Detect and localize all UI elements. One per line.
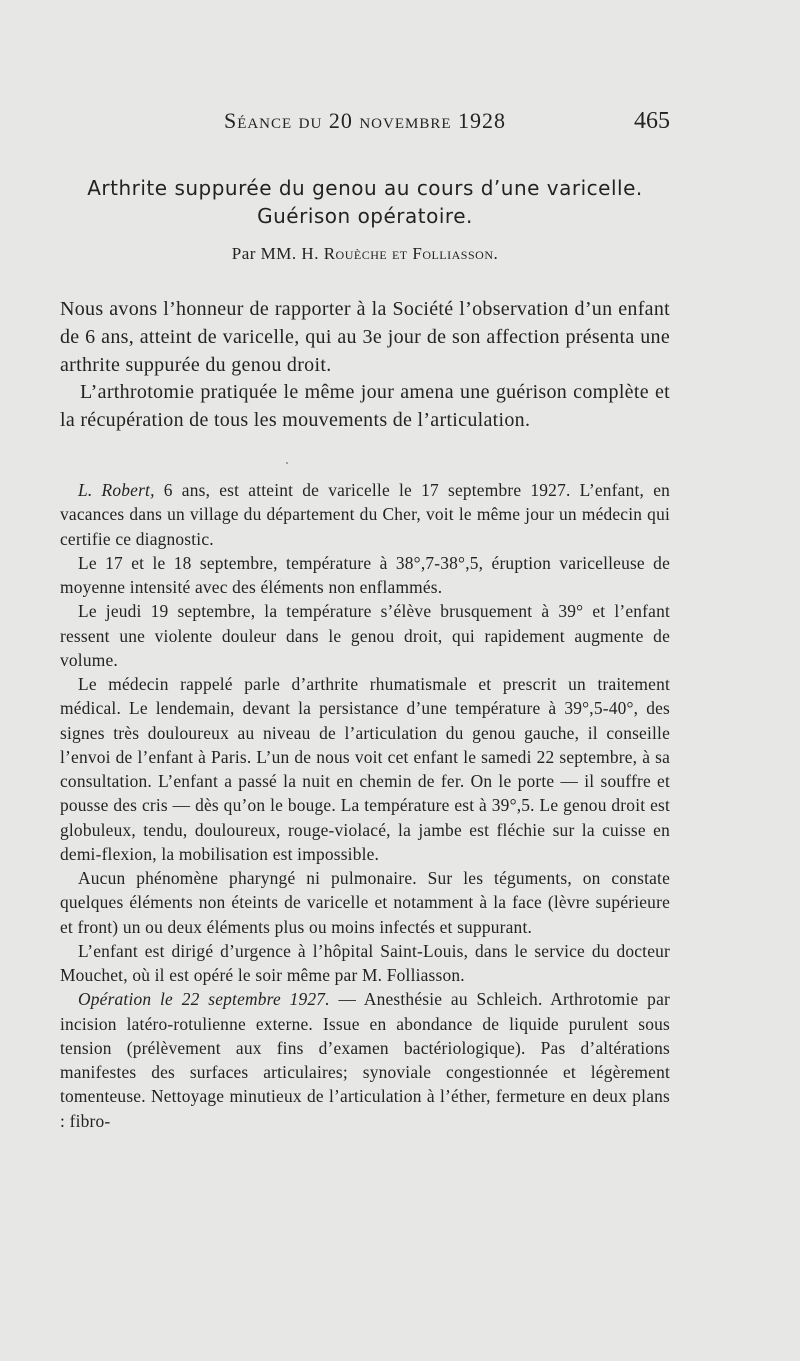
- article-title-line-2: Guérison opératoire.: [257, 204, 473, 228]
- abstract: [60, 296, 670, 435]
- body-paragraph: L’enfant est dirigé d’urgence à l’hôpital Saint-Louis, dans le service du docteur Mouchet, où il est opéré le soir même par M. Folliasson.: [60, 940, 670, 985]
- article-title-line-1: Arthrite suppurée du genou au cours d’une varicelle.: [87, 176, 643, 200]
- authors-names: H. Rouèche et Folliasson.: [301, 244, 499, 263]
- article-authors: [60, 244, 670, 264]
- body-paragraph: Aucun phénomène pharyngé ni pulmonaire. Sur les téguments, on constate quelques éléments non éteints de varicelle et notamment à la face (lèvre supérieure et front) un ou deux éléments plus ou moins infectés et suppurant.: [60, 868, 670, 937]
- operation-heading: Opération le 22 septembre 1927.: [78, 989, 330, 1010]
- body-paragraph: [60, 478, 670, 551]
- abstract-paragraph: L’arthrotomie pratiquée le même jour amena une guérison complète et la récupération de tous les mouvements de l’articulation.: [60, 381, 670, 432]
- print-speck: [286, 462, 288, 464]
- body-paragraph: Le jeudi 19 septembre, la température s’élève brusquement à 39° et l’enfant ressent une violente douleur dans le genou droit, qui rapidement augmente de volume.: [60, 601, 670, 670]
- running-head: Séance du 20 novembre 1928: [223, 108, 507, 133]
- paragraph-text: 6 ans, est atteint de varicelle le 17 septembre 1927. L’enfant, en vacances dans un village du département du Cher, voit le même jour un médecin qui certifie ce diagnostic.: [60, 480, 671, 549]
- body-paragraph: Le 17 et le 18 septembre, température à 38°,7-38°,5, éruption varicelleuse de moyenne intensité avec des éléments non enflammés.: [60, 552, 670, 597]
- body-paragraph: Le médecin rappelé parle d’arthrite rhumatismale et prescrit un traitement médical. Le lendemain, devant la persistance d’une température à 39°,5-40°, des signes très douloureux au niveau de l’articulation du genou gauche, il conseille l’envoi de l’enfant à Paris. L’un de nous voit cet enfant le samedi 22 septembre, à sa consultation. L’enfant a passé la nuit en chemin de fer. On le porte — il souffre et pousse des cris — dès qu’on le bouge. La température est à 39°,5. Le genou droit est globuleux, tendu, douloureux, rouge-violacé, la jambe est fléchie sur la cuisse en demi-flexion, la mobilisation est impossible.: [60, 674, 670, 864]
- authors-prefix: Par MM.: [231, 244, 297, 263]
- abstract-paragraph: Nous avons l’honneur de rapporter à la Société l’observation d’un enfant de 6 ans, atteint de varicelle, qui au 3e jour de son affection présenta une arthrite suppurée du genou droit.: [60, 298, 670, 376]
- article-body: [60, 478, 670, 1133]
- page-number: 465: [634, 108, 670, 134]
- page-header: [60, 108, 670, 142]
- paragraph-text: — Anesthésie au Schleich. Arthrotomie par incision latéro-rotulienne externe. Issue en abondance de liquide purulent sous tension (prélèvement aux fins d’examen bactériologique). Pas d’altérations manifestes des surfaces articulaires; synoviale congestionnée et légèrement tomenteuse. Nettoyage minutieux de l’articulation à l’éther, fermeture en deux plans : fibro-: [60, 989, 670, 1131]
- body-paragraph: [60, 987, 670, 1133]
- patient-name: L. Robert,: [78, 480, 155, 500]
